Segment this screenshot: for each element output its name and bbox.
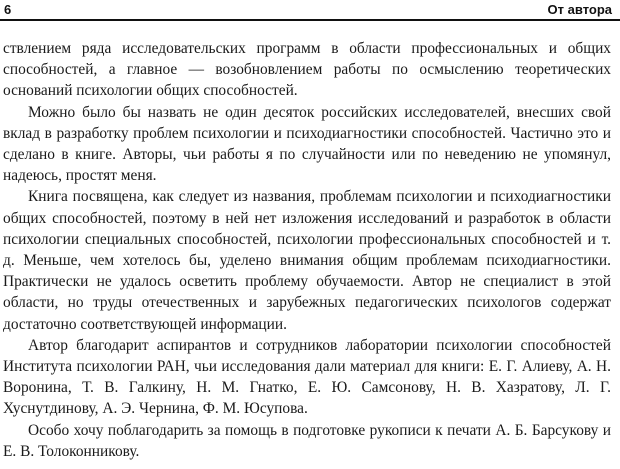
paragraph-special-thanks: Особо хочу поблагодарить за помощь в подготовке рукописи к печати А. Б. Барсукову и Е. В. Толоконникову. <box>3 421 611 460</box>
body-text <box>3 38 611 462</box>
paragraph-book-scope: Книга посвящена, как следует из названия, проблемам психологии и психодиагностики общих способностей, поэтому в ней нет изложения исследований и разработок в области психологии специальных способностей, психологии профессиональных способностей и т. д. Меньше, чем хотелось бы, уделено внимания общим проблемам психодиагностики. Практически не удалось осветить проблему обучаемости. Автор не специалист в этой области, но труды отечественных и зарубежных педагогических психологов содержат достаточно соответствующей информации. <box>3 188 611 333</box>
paragraph-continuation: ствлением ряда исследовательских программ в области профессиональных и общих способностей, а главное — возобновлением работы по осмыслению теоретических оснований психологии общих способностей. <box>3 40 611 100</box>
header-rule <box>0 19 620 21</box>
paragraph-acknowledgements: Автор благодарит аспирантов и сотрудников лаборатории психологии способностей Института психологии РАН, чьи исследования дали материал для книги: Е. Г. Алиеву, А. Н. Воронина, Т. В. Галкину, Н. М. Гнатко, Е. Ю. Самсонову, Н. В. Хазратову, Л. Г. Хуснутдинову, А. Э. Чернина, Ф. М. Юсупова. <box>3 336 611 418</box>
paragraph-researchers: Можно было бы назвать не один десяток российских исследователей, внесших свой вклад в разработку проблем психологии и психодиагностики способностей. Частично это и сделано в книге. Авторы, чьи работы я по случайности или по неведению не упомянул, надеюсь, простят меня. <box>3 103 611 185</box>
running-head <box>0 0 620 20</box>
page-number: 6 <box>4 2 12 17</box>
section-title: От автора <box>547 2 612 17</box>
